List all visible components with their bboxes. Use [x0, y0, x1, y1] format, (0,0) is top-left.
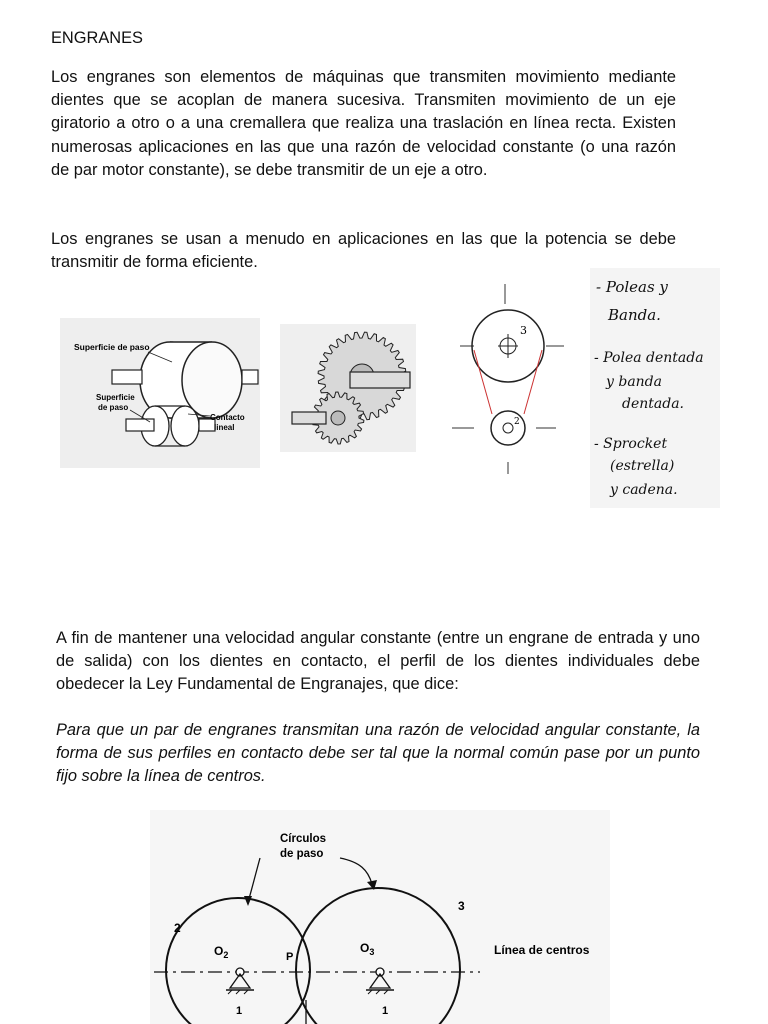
note-line-2: Banda. — [608, 306, 661, 324]
label-pitch-point: P — [286, 951, 294, 963]
label-line-of-centers: Línea de centros — [494, 943, 590, 957]
efficiency-paragraph: Los engranes se usan a menudo en aplicaciones en las que la potencia se debe transmitir de forma eficiente. — [51, 230, 676, 272]
label-ground-left: 1 — [236, 1005, 243, 1017]
gear-hub — [331, 411, 345, 425]
fundamental-law-intro: A fin de mantener una velocidad angular constante (entre un engrane de entrada y uno de salida) con los dientes en contacto, el perfil de los dientes individuales debe obedecer la Ley Fundamental de Engranajes, que dice: — [56, 629, 700, 694]
label-pitch-surface-top: Superficie de paso — [74, 342, 150, 352]
intro-paragraph: Los engranes son elementos de máquinas que transmiten movimiento mediante dientes que se acoplan de manera sucesiva. Transmiten movimiento de un eje giratorio a otro o a una cremallera que realiza una traslación en línea recta. Existen numerosas aplicaciones en las que una razón de velocidad constante (o una razón de par motor constante), se debe transmitir de un eje a otro. — [51, 68, 676, 179]
label-ground-right: 1 — [382, 1005, 389, 1017]
pitch-surface-figure — [60, 318, 260, 468]
label-pulley-3: 3 — [520, 324, 527, 337]
label-pitch-surface-bottom-2: de paso — [98, 403, 129, 412]
note-line-8: y cadena. — [610, 482, 678, 498]
label-pitch-circles-2: de paso — [280, 848, 324, 860]
note-line-4: y banda — [606, 374, 662, 390]
label-center-o3: $O_3$ — [360, 941, 375, 957]
handwritten-notes — [590, 268, 720, 508]
label-pulley-2: 2 — [514, 417, 520, 427]
spur-gears-figure — [280, 324, 416, 452]
label-contact-1: Contacto — [210, 413, 245, 422]
label-pitch-circles-1: Círculos — [280, 833, 327, 845]
pitch-circles-diagram — [150, 810, 610, 1024]
note-line-6: - Sprocket — [594, 436, 668, 452]
note-line-3: - Polea dentada — [594, 350, 704, 366]
document-title: ENGRANES — [51, 29, 143, 47]
label-gear-2: 2 — [174, 921, 181, 935]
label-contact-2: lineal — [214, 423, 235, 432]
label-pitch-surface-bottom-1: Superficie — [96, 393, 135, 402]
label-gear-3: 3 — [458, 899, 465, 913]
fundamental-law-statement: Para que un par de engranes transmitan una razón de velocidad angular constante, la forma de sus perfiles en contacto debe ser tal que la normal común pase por un punto fijo sobre la línea de centros. — [56, 721, 700, 786]
note-line-1: - Poleas y — [596, 278, 668, 296]
note-line-5: dentada. — [622, 396, 684, 412]
pulley-belt-figure — [440, 278, 580, 492]
note-line-7: (estrella) — [610, 458, 675, 474]
label-center-o2: $O_2$ — [214, 944, 229, 960]
